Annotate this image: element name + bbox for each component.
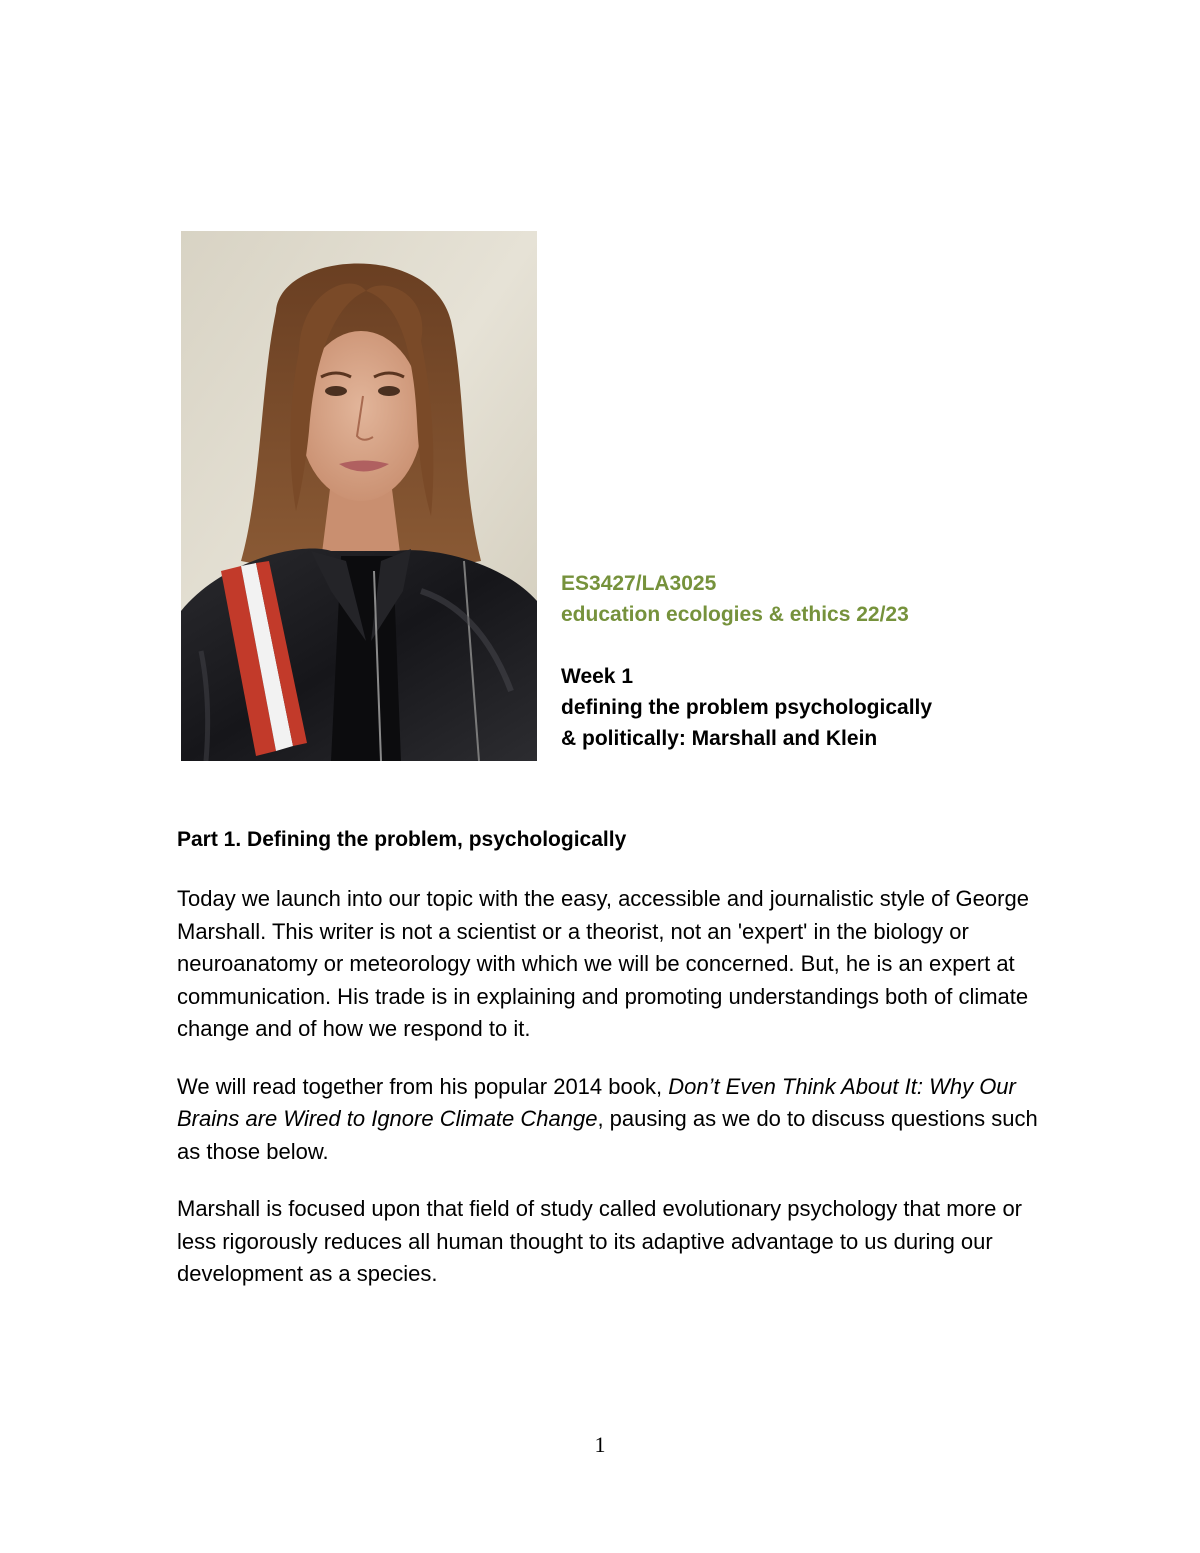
book-text-after: , pausing as we do to discuss questions such as those below. xyxy=(177,1106,1038,1164)
course-code: ES3427/LA3025 xyxy=(561,572,717,595)
week-label: Week 1 xyxy=(561,665,633,688)
main-content xyxy=(177,824,1047,1316)
section-heading: Part 1. Defining the problem, psychologically xyxy=(177,828,627,851)
page-number: 1 xyxy=(594,1432,606,1457)
book-title: Don’t Even Think About It: Why Our Brains are Wired to Ignore Climate Change xyxy=(177,1073,1016,1131)
spacer xyxy=(561,630,1121,661)
week-title-line2: & politically: Marshall and Klein xyxy=(561,727,878,750)
paragraph-evolutionary-psychology: Marshall is focused upon that field of study called evolutionary psychology that more or less rigorously reduces all human thought to its adaptive advantage to us during our development as a species. xyxy=(177,1196,1023,1286)
course-header xyxy=(561,568,1121,754)
paragraph-book xyxy=(177,1071,1047,1169)
week-title-line1: defining the problem psychologically xyxy=(561,696,933,719)
course-name: education ecologies & ethics 22/23 xyxy=(561,603,909,626)
portrait-photo xyxy=(181,231,537,761)
book-text-before: We will read together from his popular 2014 book, xyxy=(177,1073,669,1099)
paragraph-intro: Today we launch into our topic with the easy, accessible and journalistic style of George Marshall. This writer is not a scientist or a theorist, not an 'expert' in the biology or neuroanatomy or meteorology with which we will be concerned. But, he is an expert at communication. His trade is in explaining and promoting understandings both of climate change and of how we respond to it. xyxy=(177,886,1029,1041)
